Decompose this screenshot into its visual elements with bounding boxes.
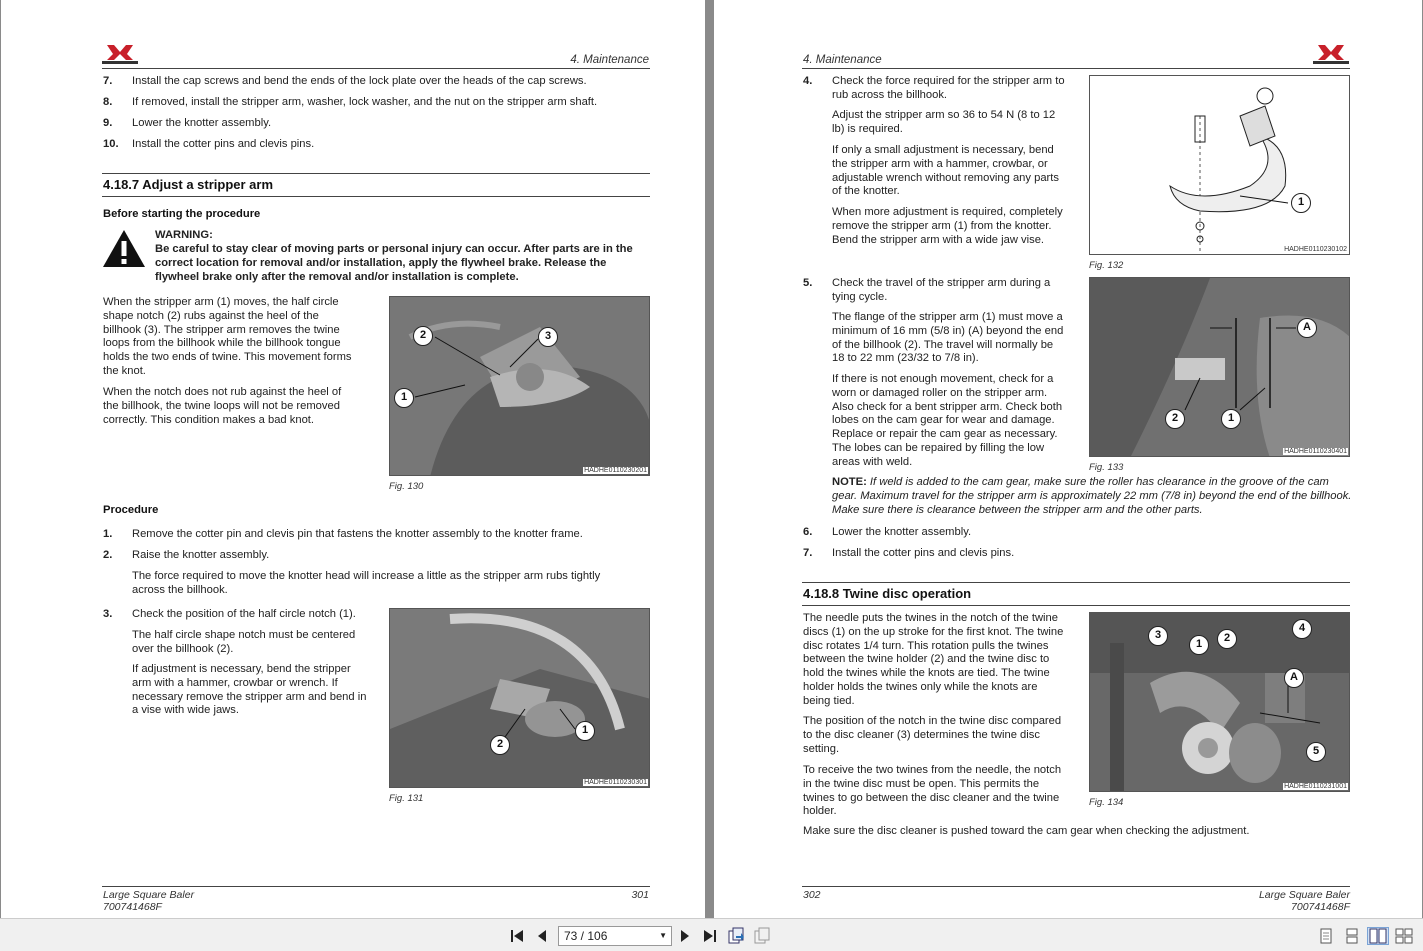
previous-page-button[interactable]	[533, 927, 551, 945]
single-page-icon	[1319, 928, 1333, 944]
footer-title: Large Square Baler	[103, 889, 195, 901]
page-header: 4. Maintenance	[570, 54, 649, 66]
figure-130-photo	[390, 297, 650, 476]
section-rule-bottom	[802, 605, 1350, 606]
section-title: 4.18.7 Adjust a stripper arm	[103, 177, 274, 192]
step-4-p3: When more adjustment is required, completely remove the stripper arm (1) from the knotter. Bend the stripper arm with a wide jaw vise.	[832, 206, 1063, 246]
last-page-icon	[703, 929, 717, 943]
header-rule	[802, 68, 1350, 69]
left-page: 4. Maintenance 7. Install the cap screws and bend the ends of the lock plate over the heads of the cap screws. 8. If removed, install the stripper arm, washer, lock washer, and the nut on the stripper arm shaft. 9. Lower the knotter assembly. 10. Install the cotter pins and clevis pins. 4.18.7 Adjust a stripper arm Before starting the procedure WARNING: Be careful to stay clear of moving parts or personal injury can occur. After parts are in the correct location for removal and/or installation, apply the flywheel brake. Release the flywheel brake only after the removal and/or installation is complete. When the stripper arm (1) moves, the half circle shape notch (2) rubs against the heel of the billhook (3). The stripper arm removes the twine loops from the billhook while the billhook tongue holds the two ends of twine. This movement forms the knot. When the notch does not rub against the heel of the billhook, the twine loops will not be removed correctly. This condition makes a bad knot. 2 3 1 HADHE0110230201 Fig. 130 Procedure 1. Remove the cotter pin and clevis pin that fastens the knotter assembly to the knotter frame. 2. Raise the knotter assembly. The force required to move the knotter head will increase a little as the stripper arm rubs tightly across the billhook. 3. Check the position of the half circle notch (1). The half circle shape notch must be centered over the billhook (2). If adjustment is necessary, bend the stripper arm with a hammer, crowbar or wrench. If necessary remove the stripper arm and bend in a vise with wide jaws. 2 1 HADHE0110230301 Fig. 131 Large Square Baler 700741468F 301	[1, 0, 705, 918]
fig134-id: HADHE0110231001	[1284, 783, 1347, 790]
fig131-callout-1: 1	[575, 721, 595, 741]
fig133-callout-1: 1	[1221, 409, 1241, 429]
footer-title: Large Square Baler	[1258, 889, 1350, 901]
twine-disc-p4: Make sure the disc cleaner is pushed toward the cam gear when checking the adjustment.	[803, 825, 1250, 837]
step-4-p2: If only a small adjustment is necessary, bend the stripper arm with a hammer, crowbar, or adjustable wrench without removing any parts of the knotter.	[832, 144, 1059, 198]
export-pages-icon	[753, 927, 771, 945]
facing-pages-icon	[1369, 928, 1387, 944]
fig134-callout-4: 4	[1292, 619, 1312, 639]
proc-step-3-p1: The half circle shape notch must be centered over the billhook (2).	[132, 629, 356, 655]
fig131-id: HADHE0110230301	[584, 779, 647, 786]
viewer-toolbar	[0, 918, 1423, 951]
before-heading: Before starting the procedure	[103, 208, 261, 220]
single-page-view-button[interactable]	[1317, 927, 1335, 945]
footer-rule	[802, 886, 1350, 887]
footer-rule	[102, 886, 650, 887]
brand-logo	[1312, 42, 1350, 66]
proc-step-3-p2: If adjustment is necessary, bend the stripper arm with a hammer, crowbar or wrench. If necessary remove the stripper arm and bend in a vise with wide jaws.	[132, 663, 367, 717]
fig130-caption: Fig. 130	[389, 481, 424, 492]
rotate-page-button[interactable]	[727, 927, 745, 945]
next-page-button[interactable]	[676, 927, 694, 945]
page-dropdown-icon[interactable]: ▼	[659, 931, 667, 940]
page-header: 4. Maintenance	[803, 54, 882, 66]
figure-131	[389, 608, 650, 788]
right-page: 4. Maintenance 4. Check the force required for the stripper arm to rub across the billhook. Adjust the stripper arm so 36 to 54 N (8 to 12 lb) is required. If only a small adjustment is necessary, bend the stripper arm with a hammer, crowbar, or adjustable wrench without removing any parts of the knotter. When more adjustment is required, completely remove the stripper arm (1) from the knotter. Bend the stripper arm with a wide jaw vise. 1 HADHE0110230102 Fig. 132 5. Check the travel of the stripper arm during a tying cycle. The flange of the stripper arm (1) must move a minimum of 16 mm (5/8 in) (A) beyond the end of the billhook (2). The travel will normally be 18 to 22 mm (23/32 to 7/8 in). If there is not enough movement, check for a worn or damaged roller on the stripper arm. Also check for a bent stripper arm. Check both lobes on the cam gear for wear and damage. Replace or repair the cam gear as necessary. The lobes can be repaired by filling the low areas with weld. A 2 1 HADHE0110230401 Fig. 133 NOTE: If weld is added to the cam gear, make sure the roller has clearance in the groove of the cam gear. Maximum travel for the stripper arm is approximately 22 mm (7/8 in) beyond the end of the billhook. Make sure there is clearance between the stripper arm and the other parts. 6. Lower the knotter assembly. 7. Install the cotter pins and clevis pins. 4.18.8 Twine disc operation The needle puts the twines in the notch of the twine discs (1) on the up stroke for the first knot. The twine disc rotates 1/4 turn. This rotation pulls the twines between the twine holder (2) and the twine disc to hold the twines while the knots are tied. The twine holder holds the twines only while the knots are being tied. The position of the notch in the twine disc compared to the disc cleaner (3) determines the twine disc setting. To receive the two twines from the needle, the notch in the twine disc must be open. This permits the twines to go between the disc cleaner and the twine holder. Make sure the disc cleaner is pushed toward the cam gear when checking the adjustment. 3 1 2 4 A 5 HADHE0110231001 Fig. 134 302 Large Square Baler 700741468F	[714, 0, 1422, 918]
warning-text: Be careful to stay clear of moving parts or personal injury can occur. After parts are in the correct location for removal and/or installation, apply the flywheel brake. Release the flywheel brake only after the removal and/or installation is complete.	[155, 243, 633, 283]
copy-pages-icon	[727, 927, 745, 945]
section-rule-top	[102, 173, 650, 174]
fig134-callout-1: 1	[1189, 635, 1209, 655]
stripper-arm-description: When the stripper arm (1) moves, the half circle shape notch (2) rubs against the heel of the billhook (3). The stripper arm removes the twine loops from the billhook while the billhook tongue holds the two ends of twine. This movement forms the knot.	[103, 296, 352, 377]
section-rule-top	[802, 582, 1350, 583]
fig133-id: HADHE0110230401	[1284, 448, 1347, 455]
step-4-p1: Adjust the stripper arm so 36 to 54 N (8 to 12 lb) is required.	[832, 109, 1056, 135]
note-label: NOTE:	[832, 476, 867, 488]
fig131-caption: Fig. 131	[389, 793, 424, 804]
first-page-icon	[510, 929, 524, 943]
figure-132-drawing	[1090, 76, 1350, 255]
fig130-callout-3: 3	[538, 327, 558, 347]
twine-disc-p3: To receive the two twines from the needle, the notch in the twine disc must be open. This permits the twines to go between the disc cleaner and the twine holder.	[803, 764, 1062, 818]
fig134-caption: Fig. 134	[1089, 797, 1124, 808]
page-indicator: 73 / 106	[564, 929, 608, 943]
figure-133	[1089, 277, 1350, 457]
header-rule	[102, 68, 650, 69]
fig133-callout-A: A	[1297, 318, 1317, 338]
footer-code: 700741468F	[103, 901, 162, 913]
facing-continuous-view-button[interactable]	[1395, 927, 1413, 945]
continuous-view-button[interactable]	[1343, 927, 1361, 945]
page-number: 302	[803, 889, 821, 901]
fig134-callout-2: 2	[1217, 629, 1237, 649]
export-pages-button[interactable]	[753, 927, 771, 945]
fig134-callout-3: 3	[1148, 626, 1168, 646]
previous-page-icon	[535, 929, 549, 943]
fig131-callout-2: 2	[490, 735, 510, 755]
section-title: 4.18.8 Twine disc operation	[803, 586, 972, 601]
proc-step-2-note: The force required to move the knotter head will increase a little as the stripper arm rubs tightly across the billhook.	[132, 570, 601, 596]
procedure-heading: Procedure	[103, 504, 159, 516]
bad-knot-description: When the notch does not rub against the heel of the billhook, the twine loops will not be removed correctly. This condition makes a bad knot.	[103, 386, 342, 426]
first-page-button[interactable]	[508, 927, 526, 945]
figure-132	[1089, 75, 1350, 255]
figure-130	[389, 296, 650, 476]
figure-131-photo	[390, 609, 650, 788]
fig133-caption: Fig. 133	[1089, 462, 1124, 473]
page-number: 301	[631, 889, 649, 901]
fig132-callout-1: 1	[1291, 193, 1311, 213]
section-rule-bottom	[102, 196, 650, 197]
fig134-callout-A: A	[1284, 668, 1304, 688]
twine-disc-p1: The needle puts the twines in the notch of the twine discs (1) on the up stroke for the first knot. The twine disc rotates 1/4 turn. This rotation pulls the twines between the twine holder (2) and the twine disc to hold the twines while the knots are tied. The twine holder holds the twines only while the knots are being tied.	[803, 612, 1064, 707]
step-5-p2: If there is not enough movement, check for a worn or damaged roller on the stripper arm. Also check for a bent stripper arm. Check both lobes on the cam gear for wear and damage. Replace or repair the cam gear as necessary. The lobes can be repaired by filling the low areas with weld.	[832, 373, 1063, 468]
next-page-icon	[678, 929, 692, 943]
fig132-id: HADHE0110230102	[1284, 246, 1347, 253]
warning-label: WARNING:	[155, 229, 213, 241]
fig134-callout-5: 5	[1306, 742, 1326, 762]
footer-code: 700741468F	[1291, 901, 1350, 913]
figure-133-photo	[1090, 278, 1350, 457]
fig132-caption: Fig. 132	[1089, 260, 1124, 271]
fig130-callout-1: 1	[394, 388, 414, 408]
fig133-callout-2: 2	[1165, 409, 1185, 429]
brand-logo	[101, 42, 139, 66]
note-text: If weld is added to the cam gear, make sure the roller has clearance in the groove of the cam gear. Maximum travel for the stripper arm is approximately 22 mm (7/8 in) beyond the end of the billhook. Make sure there is clearance between the stripper arm and the other parts.	[832, 476, 1352, 516]
fig130-id: HADHE0110230201	[584, 467, 647, 474]
continuous-page-icon	[1345, 928, 1359, 944]
warning-icon	[102, 228, 146, 268]
note-block	[832, 476, 1352, 517]
twine-disc-p2: The position of the notch in the twine disc compared to the disc cleaner (3) determines the twine disc setting.	[803, 715, 1062, 755]
last-page-button[interactable]	[701, 927, 719, 945]
figure-134	[1089, 612, 1350, 792]
page-number-input[interactable]	[558, 926, 672, 946]
facing-continuous-icon	[1395, 928, 1413, 944]
step-5-p1: The flange of the stripper arm (1) must move a minimum of 16 mm (5/8 in) (A) beyond the end of the billhook (2). The travel will normally be 18 to 22 mm (23/32 to 7/8 in).	[832, 311, 1064, 365]
fig130-callout-2: 2	[413, 326, 433, 346]
facing-view-button[interactable]	[1367, 927, 1389, 945]
